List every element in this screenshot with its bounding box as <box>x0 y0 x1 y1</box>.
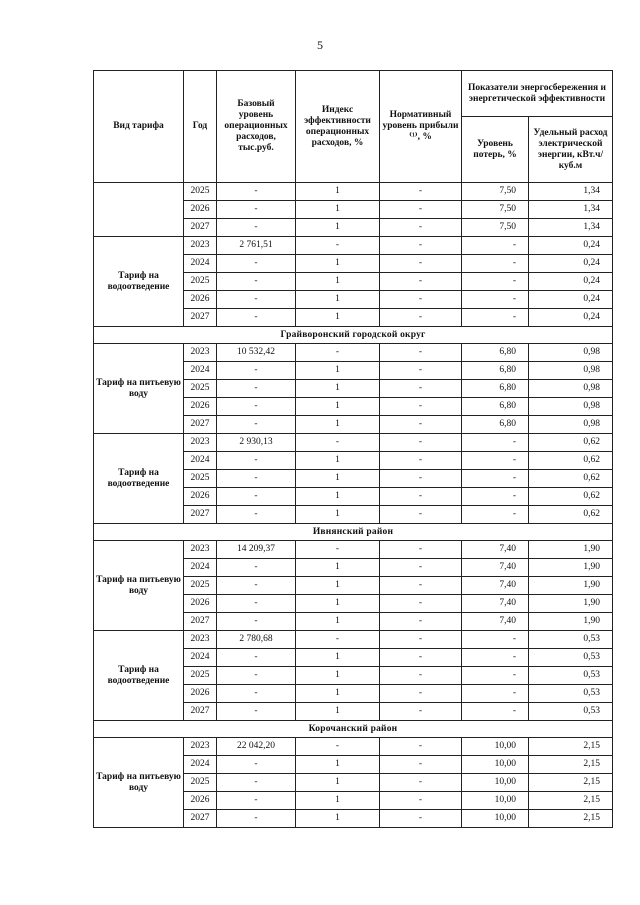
year-cell: 2026 <box>184 201 217 219</box>
profit-level-cell: - <box>380 541 462 559</box>
efficiency-index-cell: 1 <box>296 452 380 470</box>
year-cell: 2023 <box>184 631 217 649</box>
efficiency-index-cell: - <box>296 631 380 649</box>
profit-level-cell: - <box>380 416 462 434</box>
loss-level-cell: - <box>462 703 529 721</box>
base-level-cell: - <box>217 309 296 327</box>
base-level-cell: - <box>217 183 296 201</box>
base-level-cell: - <box>217 756 296 774</box>
base-level-cell: - <box>217 452 296 470</box>
base-level-cell: - <box>217 595 296 613</box>
year-cell: 2026 <box>184 291 217 309</box>
base-level-cell: - <box>217 792 296 810</box>
specific-consumption-cell: 1,90 <box>529 541 613 559</box>
specific-consumption-cell: 1,34 <box>529 219 613 237</box>
profit-level-cell: - <box>380 685 462 703</box>
year-cell: 2027 <box>184 613 217 631</box>
profit-level-cell: - <box>380 434 462 452</box>
profit-level-cell: - <box>380 703 462 721</box>
base-level-cell: - <box>217 398 296 416</box>
year-cell: 2023 <box>184 541 217 559</box>
header-tariff-type: Вид тарифа <box>94 71 184 183</box>
base-level-cell: - <box>217 649 296 667</box>
header-energy-group: Показатели энергосбережения и энергетической эффективности <box>462 71 613 117</box>
year-cell: 2025 <box>184 577 217 595</box>
table-row <box>94 434 613 452</box>
efficiency-index-cell: - <box>296 541 380 559</box>
specific-consumption-cell: 0,53 <box>529 685 613 703</box>
loss-level-cell: - <box>462 273 529 291</box>
loss-level-cell: - <box>462 470 529 488</box>
specific-consumption-cell: 2,15 <box>529 756 613 774</box>
loss-level-cell: - <box>462 452 529 470</box>
profit-level-cell: - <box>380 488 462 506</box>
profit-level-cell: - <box>380 613 462 631</box>
table-row <box>94 183 613 201</box>
tariff-type-cell: Тариф на питьевую воду <box>94 541 184 631</box>
efficiency-index-cell: 1 <box>296 273 380 291</box>
header-loss-level: Уровень потерь, % <box>462 117 529 183</box>
year-cell: 2024 <box>184 559 217 577</box>
efficiency-index-cell: 1 <box>296 362 380 380</box>
specific-consumption-cell: 0,24 <box>529 255 613 273</box>
efficiency-index-cell: 1 <box>296 416 380 434</box>
specific-consumption-cell: 0,62 <box>529 506 613 524</box>
base-level-cell: 22 042,20 <box>217 738 296 756</box>
loss-level-cell: 6,80 <box>462 362 529 380</box>
specific-consumption-cell: 0,98 <box>529 380 613 398</box>
year-cell: 2027 <box>184 416 217 434</box>
loss-level-cell: - <box>462 255 529 273</box>
year-cell: 2026 <box>184 595 217 613</box>
efficiency-index-cell: 1 <box>296 577 380 595</box>
loss-level-cell: 7,40 <box>462 559 529 577</box>
year-cell: 2024 <box>184 452 217 470</box>
specific-consumption-cell: 0,53 <box>529 649 613 667</box>
efficiency-index-cell: 1 <box>296 309 380 327</box>
specific-consumption-cell: 0,24 <box>529 309 613 327</box>
specific-consumption-cell: 0,24 <box>529 273 613 291</box>
profit-level-cell: - <box>380 506 462 524</box>
efficiency-index-cell: 1 <box>296 756 380 774</box>
year-cell: 2025 <box>184 667 217 685</box>
year-cell: 2025 <box>184 470 217 488</box>
efficiency-index-cell: 1 <box>296 201 380 219</box>
year-cell: 2027 <box>184 506 217 524</box>
efficiency-index-cell: - <box>296 237 380 255</box>
loss-level-cell: 10,00 <box>462 774 529 792</box>
loss-level-cell: - <box>462 667 529 685</box>
profit-level-cell: - <box>380 774 462 792</box>
base-level-cell: - <box>217 685 296 703</box>
table-row <box>94 738 613 756</box>
profit-level-cell: - <box>380 398 462 416</box>
base-level-cell: - <box>217 613 296 631</box>
efficiency-index-cell: 1 <box>296 792 380 810</box>
table-row <box>94 237 613 255</box>
loss-level-cell: 10,00 <box>462 756 529 774</box>
header-base-level: Базовый уровень операционных расходов, тыс.руб. <box>217 71 296 183</box>
specific-consumption-cell: 1,90 <box>529 613 613 631</box>
base-level-cell: - <box>217 362 296 380</box>
specific-consumption-cell: 0,98 <box>529 344 613 362</box>
profit-level-cell: - <box>380 577 462 595</box>
tariff-type-cell: Тариф на водоотведение <box>94 631 184 721</box>
efficiency-index-cell: 1 <box>296 506 380 524</box>
specific-consumption-cell: 1,90 <box>529 577 613 595</box>
efficiency-index-cell: 1 <box>296 255 380 273</box>
loss-level-cell: - <box>462 506 529 524</box>
specific-consumption-cell: 2,15 <box>529 792 613 810</box>
year-cell: 2026 <box>184 685 217 703</box>
specific-consumption-cell: 1,90 <box>529 595 613 613</box>
base-level-cell: - <box>217 559 296 577</box>
specific-consumption-cell: 0,98 <box>529 416 613 434</box>
year-cell: 2025 <box>184 273 217 291</box>
loss-level-cell: 6,80 <box>462 416 529 434</box>
specific-consumption-cell: 0,62 <box>529 470 613 488</box>
year-cell: 2026 <box>184 488 217 506</box>
base-level-cell: - <box>217 380 296 398</box>
year-cell: 2024 <box>184 649 217 667</box>
specific-consumption-cell: 1,34 <box>529 183 613 201</box>
base-level-cell: 2 780,68 <box>217 631 296 649</box>
loss-level-cell: 7,50 <box>462 201 529 219</box>
header-specific-consumption: Удельный расход электрической энергии, кВт.ч/куб.м <box>529 117 613 183</box>
tariff-type-cell: Тариф на водоотведение <box>94 237 184 327</box>
profit-level-cell: - <box>380 219 462 237</box>
specific-consumption-cell: 0,53 <box>529 631 613 649</box>
efficiency-index-cell: 1 <box>296 470 380 488</box>
year-cell: 2026 <box>184 792 217 810</box>
efficiency-index-cell: 1 <box>296 613 380 631</box>
loss-level-cell: - <box>462 685 529 703</box>
profit-level-cell: - <box>380 810 462 828</box>
year-cell: 2023 <box>184 344 217 362</box>
profit-level-cell: - <box>380 255 462 273</box>
efficiency-index-cell: 1 <box>296 685 380 703</box>
tariff-type-cell: Тариф на водоотведение <box>94 434 184 524</box>
efficiency-index-cell: 1 <box>296 649 380 667</box>
base-level-cell: - <box>217 774 296 792</box>
specific-consumption-cell: 0,53 <box>529 703 613 721</box>
year-cell: 2027 <box>184 703 217 721</box>
loss-level-cell: - <box>462 434 529 452</box>
base-level-cell: - <box>217 577 296 595</box>
tariff-type-cell: Тариф на питьевую воду <box>94 738 184 828</box>
profit-level-cell: - <box>380 183 462 201</box>
efficiency-index-cell: 1 <box>296 398 380 416</box>
table-row <box>94 541 613 559</box>
profit-level-cell: - <box>380 201 462 219</box>
loss-level-cell: 7,40 <box>462 613 529 631</box>
base-level-cell: - <box>217 201 296 219</box>
efficiency-index-cell: 1 <box>296 559 380 577</box>
year-cell: 2025 <box>184 380 217 398</box>
efficiency-index-cell: 1 <box>296 488 380 506</box>
loss-level-cell: 6,80 <box>462 398 529 416</box>
base-level-cell: - <box>217 291 296 309</box>
base-level-cell: - <box>217 810 296 828</box>
base-level-cell: - <box>217 470 296 488</box>
table-row <box>94 344 613 362</box>
year-cell: 2023 <box>184 237 217 255</box>
base-level-cell: - <box>217 667 296 685</box>
specific-consumption-cell: 2,15 <box>529 810 613 828</box>
base-level-cell: 2 930,13 <box>217 434 296 452</box>
table-row <box>94 631 613 649</box>
year-cell: 2024 <box>184 362 217 380</box>
profit-level-cell: - <box>380 380 462 398</box>
page-number: 5 <box>317 38 323 52</box>
profit-level-cell: - <box>380 291 462 309</box>
specific-consumption-cell: 0,98 <box>529 362 613 380</box>
efficiency-index-cell: 1 <box>296 774 380 792</box>
loss-level-cell: - <box>462 291 529 309</box>
base-level-cell: 2 761,51 <box>217 237 296 255</box>
header-efficiency-index: Индекс эффективности операционных расходов, % <box>296 71 380 183</box>
loss-level-cell: 10,00 <box>462 792 529 810</box>
tariff-table <box>93 70 613 828</box>
year-cell: 2027 <box>184 810 217 828</box>
loss-level-cell: 10,00 <box>462 738 529 756</box>
profit-level-cell: - <box>380 452 462 470</box>
loss-level-cell: 10,00 <box>462 810 529 828</box>
profit-level-cell: - <box>380 559 462 577</box>
year-cell: 2023 <box>184 434 217 452</box>
table-body <box>94 183 613 828</box>
specific-consumption-cell: 0,62 <box>529 488 613 506</box>
profit-level-cell: - <box>380 792 462 810</box>
profit-level-cell: - <box>380 237 462 255</box>
efficiency-index-cell: 1 <box>296 595 380 613</box>
base-level-cell: 14 209,37 <box>217 541 296 559</box>
table-header <box>94 71 613 183</box>
specific-consumption-cell: 0,98 <box>529 398 613 416</box>
efficiency-index-cell: - <box>296 344 380 362</box>
specific-consumption-cell: 2,15 <box>529 774 613 792</box>
specific-consumption-cell: 0,24 <box>529 291 613 309</box>
year-cell: 2024 <box>184 756 217 774</box>
efficiency-index-cell: 1 <box>296 219 380 237</box>
loss-level-cell: 6,80 <box>462 344 529 362</box>
profit-level-cell: - <box>380 667 462 685</box>
specific-consumption-cell: 0,62 <box>529 452 613 470</box>
section-header-row <box>94 327 613 344</box>
loss-level-cell: 7,40 <box>462 541 529 559</box>
efficiency-index-cell: 1 <box>296 703 380 721</box>
loss-level-cell: 7,50 <box>462 219 529 237</box>
tariff-type-cell <box>94 183 184 237</box>
specific-consumption-cell: 1,34 <box>529 201 613 219</box>
profit-level-cell: - <box>380 756 462 774</box>
profit-level-cell: - <box>380 362 462 380</box>
loss-level-cell: 7,40 <box>462 595 529 613</box>
loss-level-cell: - <box>462 237 529 255</box>
efficiency-index-cell: - <box>296 738 380 756</box>
profit-level-cell: - <box>380 738 462 756</box>
profit-level-cell: - <box>380 470 462 488</box>
base-level-cell: - <box>217 506 296 524</box>
efficiency-index-cell: 1 <box>296 667 380 685</box>
base-level-cell: - <box>217 703 296 721</box>
base-level-cell: - <box>217 273 296 291</box>
loss-level-cell: - <box>462 631 529 649</box>
specific-consumption-cell: 0,53 <box>529 667 613 685</box>
profit-level-cell: - <box>380 309 462 327</box>
specific-consumption-cell: 2,15 <box>529 738 613 756</box>
loss-level-cell: 7,40 <box>462 577 529 595</box>
year-cell: 2027 <box>184 219 217 237</box>
loss-level-cell: - <box>462 488 529 506</box>
specific-consumption-cell: 1,90 <box>529 559 613 577</box>
loss-level-cell: 6,80 <box>462 380 529 398</box>
efficiency-index-cell: 1 <box>296 291 380 309</box>
section-title: Грайворонский городской округ <box>94 327 613 344</box>
section-header-row <box>94 524 613 541</box>
year-cell: 2026 <box>184 398 217 416</box>
tariff-type-cell: Тариф на питьевую воду <box>94 344 184 434</box>
year-cell: 2027 <box>184 309 217 327</box>
section-title: Ивнянский район <box>94 524 613 541</box>
profit-level-cell: - <box>380 595 462 613</box>
header-year: Год <box>184 71 217 183</box>
base-level-cell: - <box>217 219 296 237</box>
profit-level-cell: - <box>380 649 462 667</box>
year-cell: 2024 <box>184 255 217 273</box>
year-cell: 2023 <box>184 738 217 756</box>
year-cell: 2025 <box>184 774 217 792</box>
profit-level-cell: - <box>380 273 462 291</box>
section-title: Корочанский район <box>94 721 613 738</box>
loss-level-cell: - <box>462 649 529 667</box>
header-profit-level: Нормативный уровень прибыли ⁽¹⁾, % <box>380 71 462 183</box>
specific-consumption-cell: 0,24 <box>529 237 613 255</box>
efficiency-index-cell: 1 <box>296 810 380 828</box>
profit-level-cell: - <box>380 344 462 362</box>
efficiency-index-cell: 1 <box>296 183 380 201</box>
year-cell: 2025 <box>184 183 217 201</box>
base-level-cell: 10 532,42 <box>217 344 296 362</box>
specific-consumption-cell: 0,62 <box>529 434 613 452</box>
loss-level-cell: 7,50 <box>462 183 529 201</box>
base-level-cell: - <box>217 255 296 273</box>
efficiency-index-cell: - <box>296 434 380 452</box>
efficiency-index-cell: 1 <box>296 380 380 398</box>
section-header-row <box>94 721 613 738</box>
loss-level-cell: - <box>462 309 529 327</box>
profit-level-cell: - <box>380 631 462 649</box>
base-level-cell: - <box>217 488 296 506</box>
base-level-cell: - <box>217 416 296 434</box>
